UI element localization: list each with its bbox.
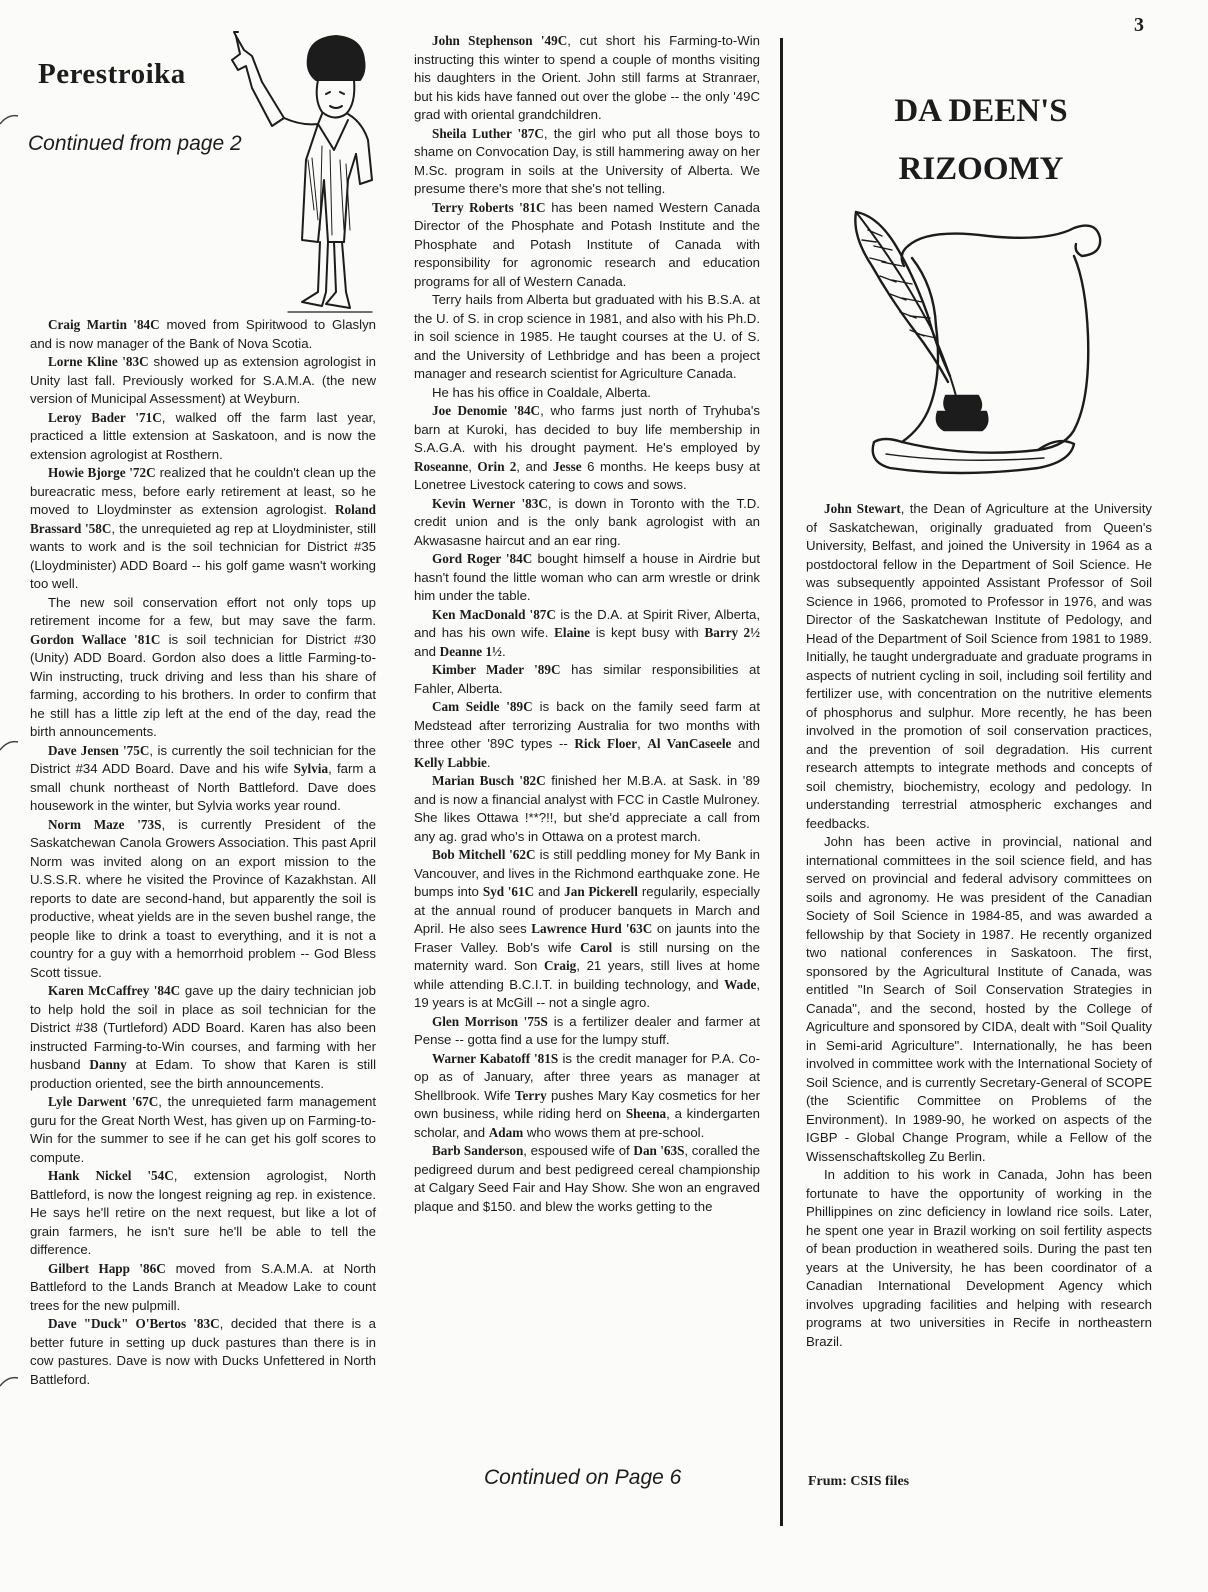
- paragraph-text: , the Dean of Agriculture at the University of Saskatchewan, originally graduated from Queen's University, Belfast, and joined the University in 1964 as a postdoctoral fellow in the Department of Soil Science. He was subsequently appointed Assistant Professor of Soil Science in 1966, promoted to Professor in 1976, and was Director of the Saskatchewan Institute of Pedology, and Head of the Department of Soil Science from 1981 to 1989. Initially, he taught undergraduate and graduate programs in aspects of nutrient cycling in soil, including soil fertility and fertilizer use, with concentration on the nutritive elements of phosphorus and sulphur. More recently, he has been involved in the promotion of soil conservation practices, and the prevention of soil degradation. His current research attempts to integrate methods and concepts of soil chemistry, biochemistry, ecology and pedology. In understanding terrestrial atmospheric exchanges and feedbacks.: [806, 501, 1153, 831]
- paragraph: [414, 125, 760, 199]
- person-name: Deanne 1½: [439, 643, 502, 659]
- person-name: John Stewart: [824, 501, 901, 516]
- scroll-quill-illustration: [838, 206, 1118, 486]
- title-line-1: DA DEEN'S: [894, 93, 1068, 129]
- paragraph: [806, 833, 1152, 1166]
- column-divider: [780, 38, 783, 1526]
- person-name: Roland Brassard '58C: [30, 502, 376, 536]
- person-name: Barry 2½: [704, 625, 760, 640]
- person-name: Sheena: [625, 1106, 667, 1121]
- paragraph-text: Terry hails from Alberta but graduated with his B.S.A. at the U. of S. in crop science in 1981, and also with his Ph.D. in soil science in 1985. He taught courses at the U. of S. and the University of Lethbridge and has been a project manager and research scientist for Agriculture Canada.: [414, 292, 760, 381]
- person-name: Leroy Bader '71C: [48, 409, 162, 425]
- paragraph-text: .: [486, 754, 491, 770]
- paragraph-text: , cut short his Farming-to-Win instructing this winter to spend a couple of months visiting his daughters in the Orient. John still farms at Stranraer, but his kids have fanned out over the globe -- the only '49C grad with oriental grandchildren.: [414, 33, 760, 122]
- person-name: Lawrence Hurd '63C: [531, 921, 653, 936]
- paragraph-text: , a kindergarten scholar, and: [414, 1106, 760, 1140]
- paragraph-text: and: [534, 884, 565, 899]
- paragraph-text: He has his office in Coaldale, Alberta.: [432, 384, 651, 400]
- paragraph-text: realized that he couldn't clean up the bureacratic mess, before early retirement at least, so he moved to Lloydminster as extension agrologist.: [30, 465, 376, 517]
- paragraph-text: gave up the dairy technician job to help hold the soil in place as soil technician for the District #38 (Turtleford) ADD Board. Karen has also been instructed Farming-to-Win courses, and farming with her husband: [30, 983, 376, 1072]
- paragraph-text: finished her M.B.A. at Sask. in '89 and is now a financial analyst with FCC in Castle Mulroney. She likes Ottawa !**?!!, but she'd appreciate a call from any ag. grad who's in Ottawa on a protest march.: [414, 773, 760, 844]
- column-middle-text: [414, 32, 760, 1216]
- person-name: Sheila Luther '87C: [432, 125, 544, 141]
- person-name: Warner Kabatoff '81S: [432, 1050, 559, 1066]
- person-name: Barb Sanderson: [432, 1143, 524, 1158]
- person-name: Jan Pickerell: [564, 884, 638, 899]
- paragraph-text: moved from S.A.M.A. at North Battleford to the Lands Branch at Meadow Lake to count trees for the new pulpmill.: [30, 1260, 376, 1313]
- paragraph: [414, 384, 760, 403]
- paragraph-text: is a fertilizer dealer and farmer at Pense -- gotta find a use for the lumpy stuff.: [414, 1013, 760, 1047]
- paragraph: [30, 982, 376, 1093]
- paragraph-text: is back on the family seed farm at Medstead after terrorizing Australia for two months with three other '89C types --: [414, 699, 760, 751]
- paragraph-text: , espoused wife of: [523, 1143, 634, 1158]
- person-name: Ken MacDonald '87C: [432, 606, 556, 622]
- paragraph-text: on jaunts into the Fraser Valley. Bob's wife: [414, 921, 761, 955]
- paragraph-text: , is currently President of the Saskatchewan Canola Growers Association. This past April Norm was invited along on an export mission to the U.S.S.R. where he visited the Province of Kazakhstan. All reports to date are second-hand, but apparently the soil is productive, wheat yields are in the seven bushel range, the people like to drink a toast to everything, and it is not a country for a guy with a hemorrhoid problem -- God Bless Scott tissue.: [30, 816, 376, 980]
- paragraph: [414, 402, 760, 495]
- paragraph-text: is kept busy with: [590, 625, 705, 640]
- person-name: Danny: [89, 1057, 127, 1072]
- paragraph: [30, 1260, 376, 1316]
- paragraph-text: , farm a small chunk northeast of North Battleford. Dave does housework in the winter, but Sylvia works year round.: [30, 761, 376, 813]
- paragraph-text: , the girl who put all those boys to shame on Convocation Day, is still hammering away on her M.Sc. program in soils at the University of Alberta. We presume there's more that she's not telling.: [414, 125, 760, 196]
- paragraph-text: , is currently the soil technician for the District #34 ADD Board. Dave and his wife: [30, 742, 376, 776]
- paragraph: [414, 291, 760, 384]
- paragraph-text: has been named Western Canada Director of the Phosphate and Potash Institute and the Phosphate and Potash Institute of Canada with responsibility for agronomic research and education programs for all of Western Canada.: [414, 199, 761, 289]
- source-credit: Frum: CSIS files: [808, 1474, 910, 1489]
- paragraph-text: bought himself a house in Airdrie but hasn't found the little woman who can arm wrestle or drink him under the table.: [414, 551, 761, 603]
- paragraph-text: who wows them at pre-school.: [523, 1124, 705, 1140]
- title-line-2: RIZOOMY: [898, 151, 1064, 187]
- paragraph-text: 6 months. He keeps busy at Lonetree Livestock catering to cows and sows.: [414, 458, 760, 492]
- paragraph-text: is still nursing on the maternity ward. Son: [414, 939, 760, 973]
- person-name: Karen McCaffrey '84C: [48, 983, 181, 998]
- person-name: Marian Busch '82C: [432, 773, 546, 788]
- paragraph-text: , 19 years is at McGill -- not a single agro.: [414, 976, 760, 1010]
- paragraph: [414, 772, 760, 846]
- paragraph: [414, 1050, 760, 1143]
- person-name: Carol: [580, 939, 613, 955]
- person-name: John Stephenson '49C: [432, 33, 568, 48]
- orator-illustration: [222, 30, 380, 314]
- person-name: Orin 2: [477, 458, 517, 474]
- person-name: Kelly Labbie: [414, 754, 487, 770]
- paragraph-text: regularily, especially at the annual round of producer banquets in March and April. He also sees: [414, 884, 760, 936]
- paragraph: [30, 1315, 376, 1389]
- paragraph-text: and: [731, 736, 761, 751]
- paragraph: [806, 500, 1152, 833]
- paragraph-text: John has been active in provincial, national and international committees in the soil science field, and has served on provincial and federal advisory committees on soils and agronomy. He was president of the Canadian Society of Soil Science in 1984-85, and was awarded a fellowship by that Society in 1987. He recently organized two national conferences in Saskatoon. The first, sponsored by the Agricultural Institute of Canada, was entitled "In Search of Soil Conservation Strategies in Canada", and the second, hosted by the College of Agriculture and sponsored by CIDA, dealt with "Soil Quality in Semi-arid Agriculture". Internationally, he has been involved in committee work with the International Society of Soil Science, and is currently Secretary-General of SCOPE (the Scientific Committee on Problems of the Environment). In 1989-90, he worked on aspects of the IGBP - Global Change Program, while a Fellow of the Wissenschaftskolleg Zu Berlin.: [806, 834, 1152, 1164]
- person-name: Terry Roberts '81C: [432, 199, 546, 215]
- continued-from-note: Continued from page 2: [28, 132, 242, 155]
- person-name: Kimber Mader '89C: [432, 662, 561, 677]
- paragraph: [30, 409, 376, 465]
- paragraph-text: In addition to his work in Canada, John has been fortunate to have the opportunity of working in the Phillippines on zinc deficiency in lowland rice soils. Later, he spent one year in Brazil working on soil fertility aspects of bean production in weathered soils. During the past ten years at the University, he has been coordinator of a Canadian International Development Agency which involves upgrading facilities and helping with research programs at two universities in Recife in northeastern Brazil.: [806, 1167, 1152, 1349]
- person-name: Howie Bjorge '72C: [48, 465, 156, 480]
- paragraph-text: is the D.A. at Spirit River, Alberta, and has his own wife.: [414, 606, 761, 640]
- margin-mark: [0, 1372, 20, 1390]
- person-name: Adam: [488, 1124, 524, 1140]
- paragraph-text: , decided that there is a better future in setting up duck pastures than there is in cow pastures. Dave is now with Ducks Unfettered in North Battleford.: [30, 1316, 377, 1387]
- person-name: Gilbert Happ '86C: [48, 1260, 166, 1276]
- paragraph-text: , 21 years, still lives at home while attending B.C.I.T. in building technology, and: [414, 958, 760, 992]
- margin-mark: [0, 736, 20, 754]
- column-right-text: [806, 500, 1152, 1351]
- person-name: Wade: [724, 976, 757, 992]
- person-name: Norm Maze '73S: [48, 816, 162, 832]
- paragraph: [30, 816, 376, 983]
- column-left-text: [30, 316, 376, 1389]
- paragraph: [414, 32, 760, 125]
- paragraph: [414, 698, 760, 772]
- paragraph-text: is still peddling money for My Bank in Vancouver, and lives in the Richmond earthquake zone. He bumps into: [414, 847, 760, 899]
- paragraph-text: pushes Mary Kay cosmetics for her own business, while riding herd on: [414, 1087, 760, 1121]
- paragraph: [414, 606, 760, 662]
- da-deens-rizoomy-title: [806, 82, 1156, 198]
- person-name: Joe Denomie '84C: [432, 403, 541, 418]
- paragraph-text: , coralled the pedigreed durum and best pedigreed cereal championship at Calgary Seed Fair and Hay Show. She won an engraved plaque and $150. and blew the works getting to the: [414, 1143, 760, 1214]
- continued-on-note: Continued on Page 6: [484, 1466, 682, 1489]
- paragraph-text: , extension agrologist, North Battleford, is now the longest reigning ag rep. in existence. He says he'll retire on the next request, but like a lot of grain farmers, he isn't sure he'll be able to tell the difference.: [30, 1168, 376, 1257]
- paragraph: [806, 1166, 1152, 1351]
- paragraph: [30, 316, 376, 353]
- person-name: Terry: [514, 1087, 547, 1103]
- paragraph-text: showed up as extension agrologist in Unity last fall. Previously worked for S.A.M.A. (the new version of Municipal Assessment) at Weyburn.: [30, 354, 376, 406]
- paragraph-text: ,: [468, 458, 478, 474]
- person-name: Hank Nickel '54C: [48, 1168, 174, 1183]
- page-number: 3: [1134, 14, 1144, 36]
- paragraph: [30, 742, 376, 816]
- paragraph: [30, 1167, 376, 1260]
- paragraph-text: has similar responsibilities at Fahler, Alberta.: [414, 662, 760, 696]
- paragraph: [30, 353, 376, 409]
- paragraph: [414, 1142, 760, 1216]
- person-name: Kevin Werner '83C: [432, 495, 548, 511]
- person-name: Rick Floer: [574, 736, 638, 751]
- person-name: Gord Roger '84C: [432, 551, 533, 566]
- person-name: Craig: [544, 958, 577, 973]
- paragraph: [414, 495, 760, 551]
- person-name: Dave Jensen '75C: [48, 742, 150, 758]
- perestroika-title: Perestroika: [38, 58, 186, 90]
- paragraph: [414, 199, 760, 292]
- paragraph-text: , walked off the farm last year, practiced a little extension at Saskatoon, and is now the extension agrologist at Rosthern.: [30, 409, 376, 462]
- paragraph-text: moved from Spiritwood to Glaslyn and is now manager of the Bank of Nova Scotia.: [30, 317, 376, 351]
- person-name: Roseanne: [414, 458, 469, 474]
- paragraph-text: , the unrequieted farm management guru for the Great North West, has given up on Farming-to-Win for the summer to see if he can get his golf scores to compute.: [30, 1094, 376, 1165]
- paragraph-text: The new soil conservation effort not only tops up retirement income for a few, but may save the farm.: [30, 594, 376, 628]
- paragraph-text: , and: [516, 458, 554, 474]
- paragraph-text: , who farms just north of Tryhuba's barn at Kuroki, has decided to buy life membership in S.A.G.A. with his drought payment. He's employed by: [414, 403, 760, 455]
- paragraph-text: , the unrequieted ag rep at Lloydminister, still wants to work and is the soil technician for District #35 (Lloydminister) ADD Board -- his golf game wasn't working too well.: [30, 520, 377, 591]
- person-name: Craig Martin '84C: [48, 317, 160, 332]
- person-name: Dan '63S: [633, 1143, 685, 1158]
- paragraph: [30, 594, 376, 742]
- paragraph: [414, 661, 760, 698]
- person-name: Bob Mitchell '62C: [432, 847, 536, 862]
- person-name: Syd '61C: [482, 884, 535, 899]
- paragraph: [30, 464, 376, 594]
- paragraph-text: is soil technician for District #30 (Unity) ADD Board. Gordon also does a little Farming-to-Win instructing, truck driving and less than his share of farming, according to his brothers. In order to confirm that he still has a little zip left at the end of the day, read the birth announcements.: [30, 631, 376, 739]
- person-name: Lyle Darwent '67C: [48, 1094, 159, 1109]
- paragraph-text: .: [501, 643, 506, 659]
- person-name: Sylvia: [293, 761, 329, 776]
- paragraph-text: and: [414, 643, 440, 659]
- person-name: Elaine: [554, 625, 591, 640]
- person-name: Al VanCaseele: [647, 736, 732, 751]
- person-name: Jesse: [553, 458, 582, 474]
- paragraph-text: at Edam. To show that Karen is still production oriented, see the birth announcements.: [30, 1057, 376, 1091]
- paragraph: [30, 1093, 376, 1167]
- paragraph-text: is the credit manager for P.A. Co-op as of January, after three years as manager at Shellbrook. Wife: [414, 1050, 760, 1103]
- margin-mark: [0, 110, 20, 128]
- paragraph: [414, 1013, 760, 1050]
- paragraph: [414, 550, 760, 606]
- paragraph: [414, 846, 760, 1013]
- person-name: Cam Seidle '89C: [432, 699, 533, 714]
- paragraph-text: , is down in Toronto with the T.D. credit union and is the only bank agrologist with an Akwasasne haircut and an ear ring.: [414, 495, 760, 548]
- person-name: Glen Morrison '75S: [432, 1013, 548, 1029]
- person-name: Dave "Duck" O'Bertos '83C: [48, 1316, 220, 1331]
- person-name: Lorne Kline '83C: [48, 354, 149, 369]
- paragraph-text: ,: [637, 736, 648, 751]
- person-name: Gordon Wallace '81C: [30, 631, 161, 647]
